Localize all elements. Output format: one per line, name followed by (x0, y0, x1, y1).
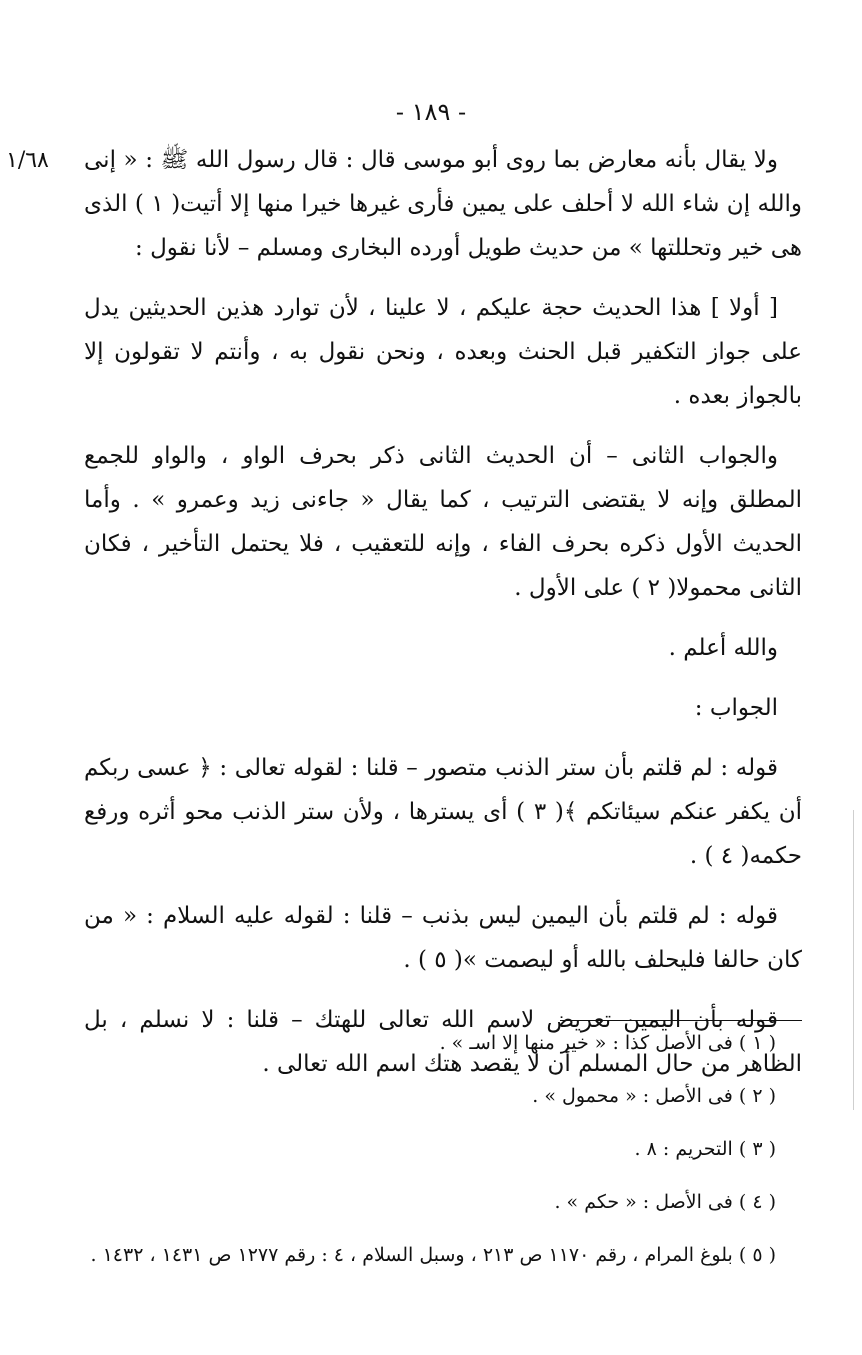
paragraph-oath-not-sin: قوله : لم قلتم بأن اليمين ليس بذنب – قلنا : لقوله عليه السلام : « من كان حالفا فليحلف بالله أو ليصمت »( ٥ ) . (84, 903, 802, 973)
footnote-3: ( ٣ ) التحريم : ٨ . (634, 1138, 776, 1160)
footnote-5: ( ٥ ) بلوغ المرام ، رقم ١١٧٠ ص ٢١٣ ، وسبل السلام ، ٤ : رقم ١٢٧٧ ص ١٤٣١ ، ١٤٣٢ . (90, 1244, 776, 1266)
footnote-divider (560, 1020, 802, 1021)
paragraph-oath-exposure: قوله بأن اليمين تعريض لاسم الله تعالى للهتك – قلنا : لا نسلم ، بل الظاهر من حال المسلم أن لا يقصد هتك اسم الله تعالى . (84, 1007, 802, 1077)
footnote-4: ( ٤ ) فى الأصل : « حكم » . (554, 1191, 776, 1213)
paragraph-second-answer: والجواب الثانى – أن الحديث الثانى ذكر بحرف الواو ، والواو للجمع المطلق وإنه لا يقتضى الترتيب ، كما يقال « جاءنى زيد وعمرو » . وأما الحديث الأول ذكره بحرف الفاء ، وإنه للتعقيب ، فلا يحتمل التأخير ، فكان الثانى محمولا( ٢ ) على الأول . (84, 443, 802, 601)
margin-reference: ١/٦٨ (6, 148, 49, 173)
paragraph-objection: ولا يقال بأنه معارض بما روى أبو موسى قال : قال رسول الله ﷺ : « إنى والله إن شاء الله لا أحلف على يمين فأرى غيرها خيرا منها إلا أتيت( ١ ) الذى هى خير وتحللتها » من حديث طويل أورده البخارى ومسلم – لأنا نقول : (84, 147, 802, 261)
paragraph-allah-knows: والله أعلم . (668, 635, 778, 661)
paragraph-answer-heading: الجواب : (694, 695, 778, 721)
footnote-1: ( ١ ) فى الأصل كذا : « خير منها إلا اسـ » . (439, 1032, 776, 1054)
page-number: - ١٨٩ - (395, 98, 467, 126)
scan-artifact-line (853, 810, 854, 1110)
footnotes (84, 1030, 802, 1269)
paragraph-sin-veiling: قوله : لم قلتم بأن ستر الذنب متصور – قلنا : لقوله تعالى : ﴿ عسى ربكم أن يكفر عنكم سيئاتكم ﴾( ٣ ) أى يسترها ، ولأن ستر الذنب محو أثره ورفع حكمه( ٤ ) . (84, 755, 802, 869)
footnote-2: ( ٢ ) فى الأصل : « محمول » . (532, 1085, 776, 1107)
main-text (84, 138, 802, 1102)
paragraph-first-answer: [ أولا ] هذا الحديث حجة عليكم ، لا علينا ، لأن توارد هذين الحديثين يدل على جواز التكفير قبل الحنث وبعده ، ونحن نقول به ، وأنتم لا تقولون إلا بالجواز بعده . (84, 295, 802, 409)
